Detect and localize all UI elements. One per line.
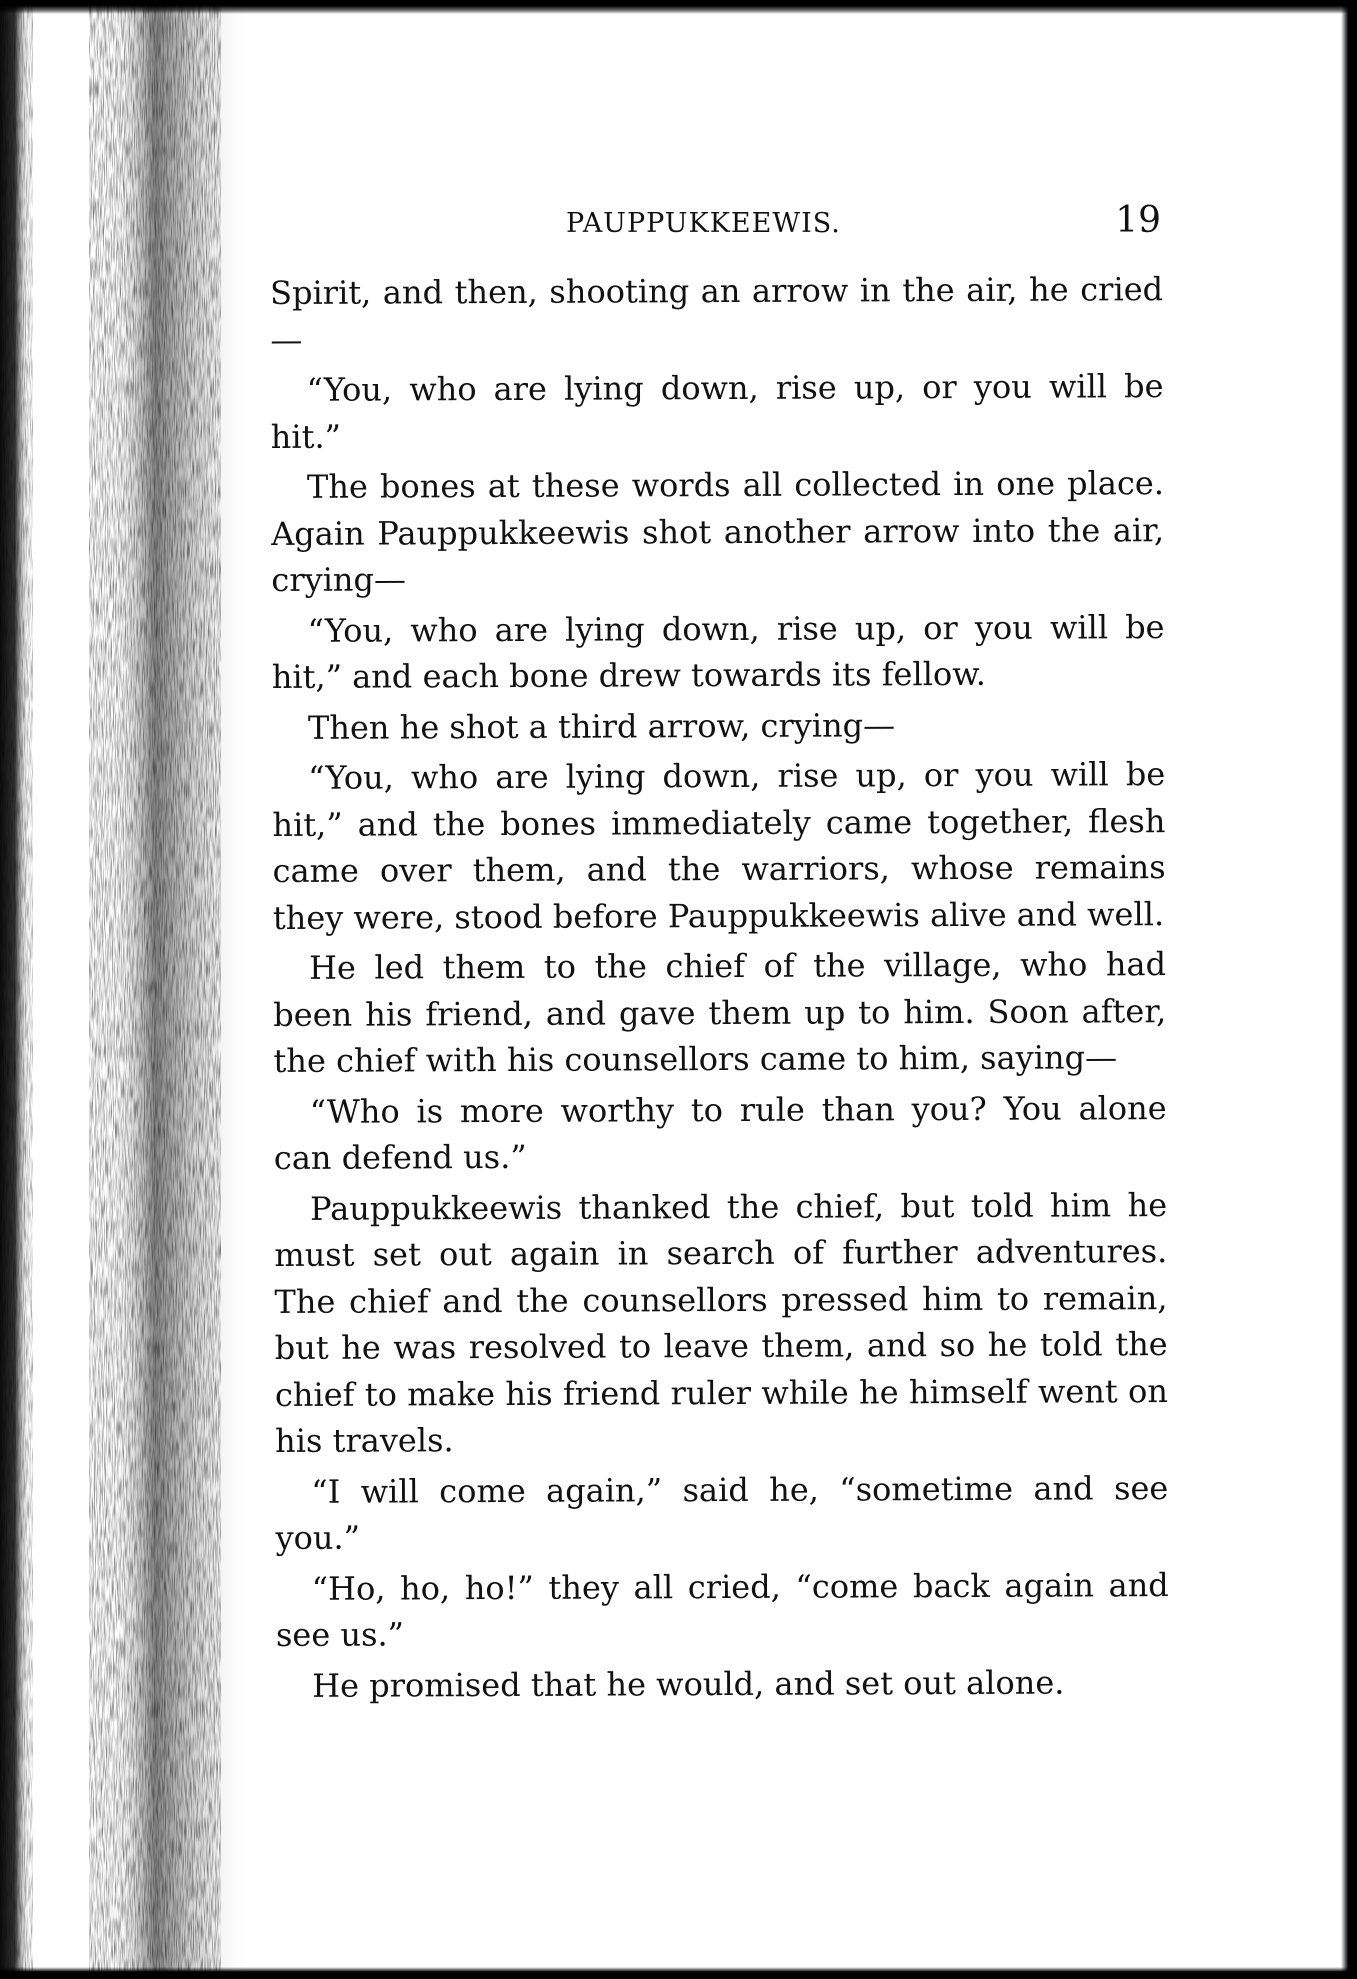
body-text bbox=[270, 266, 1169, 1709]
paragraph: “I will come again,” said he, “sometime and see you.” bbox=[275, 1468, 1169, 1557]
scan-edge-right bbox=[1341, 0, 1357, 1979]
paragraph: “Who is more worthy to rule than you? You alone can defend us.” bbox=[273, 1088, 1167, 1177]
running-head-title: PAUPPUKKEEWIS. bbox=[566, 208, 841, 239]
paragraph: “You, who are lying down, rise up, or you will be hit,” and the bones immediately came together, flesh came over them, and the warriors, whose remains they were, stood before Pauppukkeewis alive and well. bbox=[272, 755, 1166, 937]
paragraph: He promised that he would, and set out alone. bbox=[312, 1663, 1065, 1705]
running-head bbox=[270, 200, 1163, 250]
page-number: 19 bbox=[1115, 200, 1161, 241]
scan-edge-bottom bbox=[0, 1967, 1357, 1979]
paragraph: The bones at these words all collected in one place. Again Pauppukkeewis shot another arrow into the air, crying— bbox=[271, 464, 1165, 599]
paragraph: “You, who are lying down, rise up, or you will be hit.” bbox=[270, 367, 1164, 456]
paragraph: He led them to the chief of the village, who had been his friend, and gave them up to him. Soon after, the chief with his counsellors came to him, saying— bbox=[273, 945, 1167, 1080]
paragraph: Then he shot a third arrow, crying— bbox=[307, 705, 896, 747]
paragraph: Pauppukkeewis thanked the chief, but told him he must set out again in search of further adventures. The chief and the counsellors pressed him to remain, but he was resolved to leave them, and so he told the chief to make his friend ruler while he himself went on his travels. bbox=[274, 1185, 1168, 1460]
gutter-shadow bbox=[0, 0, 250, 1979]
paragraph: “You, who are lying down, rise up, or you will be hit,” and each bone drew towards its fellow. bbox=[271, 607, 1165, 696]
scan-edge-top bbox=[0, 0, 1357, 14]
paragraph: Spirit, and then, shooting an arrow in the air, he cried— bbox=[270, 270, 1164, 359]
paragraph: “Ho, ho, ho!” they all cried, “come back again and see us.” bbox=[275, 1565, 1169, 1654]
